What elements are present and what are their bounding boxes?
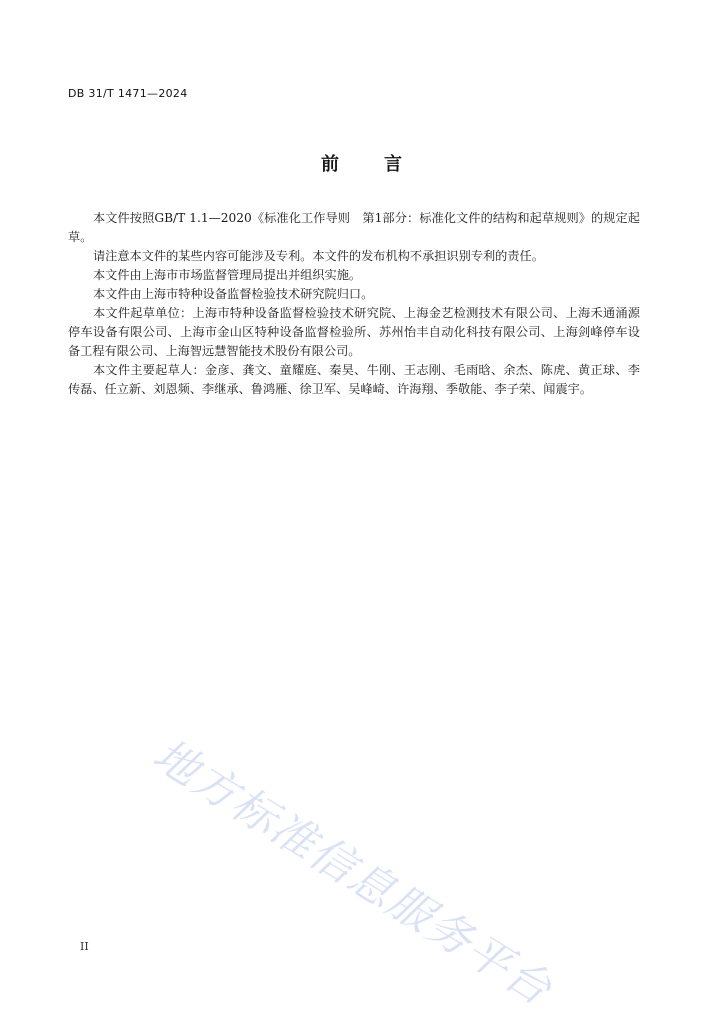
paragraph-drafting-rules: 本文件按照GB/T 1.1—2020《标准化工作导则 第1部分：标准化文件的结构和起草规则》的规定起草。 xyxy=(68,211,640,244)
paragraph-proposer: 本文件由上海市市场监督管理局提出并组织实施。 xyxy=(93,268,362,282)
title-char-1: 前 xyxy=(321,154,340,175)
paragraph-patent-notice: 请注意本文件的某些内容可能涉及专利。本文件的发布机构不承担识别专利的责任。 xyxy=(93,249,544,263)
foreword-body xyxy=(68,209,640,399)
paragraph-drafters: 本文件主要起草人：金彦、龚文、童耀庭、秦昊、牛刚、王志刚、毛雨晗、余杰、陈虎、黄正球、李传磊、任立新、刘恩频、李继承、鲁鸿雁、徐卫军、吴峰崎、许海翔、季敬能、李子荣、闻震宇。 xyxy=(68,363,640,396)
page-title xyxy=(0,150,724,176)
paragraph-technical-committee: 本文件由上海市特种设备监督检验技术研究院归口。 xyxy=(93,287,374,301)
page-number: II xyxy=(80,940,89,953)
document-code: DB 31/T 1471—2024 xyxy=(68,87,188,100)
title-char-2: 言 xyxy=(384,154,403,175)
watermark-text: 地方标准信息服务平台 xyxy=(144,729,562,1017)
paragraph-drafting-units: 本文件起草单位：上海市特种设备监督检验技术研究院、上海金艺检测技术有限公司、上海禾通涌源停车设备有限公司、上海市金山区特种设备监督检验所、苏州怡丰自动化科技有限公司、上海剑峰停车设备工程有限公司、上海智远慧智能技术股份有限公司。 xyxy=(68,306,640,358)
